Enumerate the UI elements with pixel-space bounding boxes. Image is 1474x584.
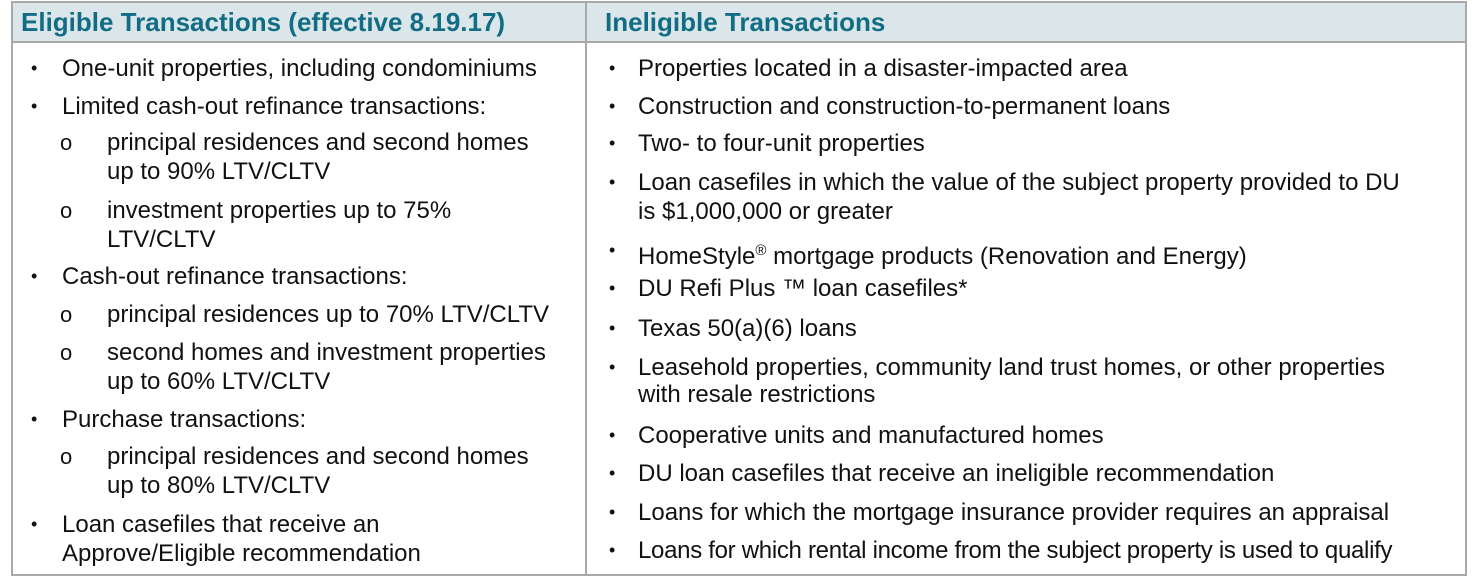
bullet-marker: • — [31, 266, 38, 286]
bullet-marker: • — [609, 133, 616, 153]
list-item-text: DU Refi Plus ™ loan casefiles* — [638, 275, 968, 302]
sub-item-text: principal residences and second homes — [107, 129, 529, 156]
list-item-text: Construction and construction-to-permanent loans — [638, 93, 1171, 120]
bullet-marker: • — [609, 463, 616, 483]
bullet-marker: • — [609, 425, 616, 445]
bullet-marker: • — [609, 278, 616, 298]
list-item-text: Leasehold properties, community land trust homes, or other properties — [638, 354, 1386, 381]
bullet-marker: • — [609, 357, 616, 377]
bullet-marker: • — [609, 540, 616, 560]
sub-marker: o — [60, 444, 73, 469]
bullet-marker: • — [609, 58, 616, 78]
sub-marker: o — [60, 302, 73, 327]
list-item-text: is $1,000,000 or greater — [638, 198, 893, 225]
bullet-marker: • — [31, 514, 38, 534]
sub-marker: o — [60, 130, 73, 155]
list-item-text: Properties located in a disaster-impacted area — [638, 55, 1128, 82]
list-item-text: Cooperative units and manufactured homes — [638, 422, 1104, 449]
list-item-text: One-unit properties, including condominiums — [62, 55, 537, 82]
ineligible-header: Ineligible Transactions — [587, 3, 1465, 43]
list-item-text — [638, 236, 1247, 271]
list-item-text: Approve/Eligible recommendation — [62, 540, 421, 567]
list-item-text: Loan casefiles that receive an — [62, 511, 380, 538]
list-item-text: Texas 50(a)(6) loans — [638, 315, 857, 342]
bullet-marker: • — [31, 58, 38, 78]
list-item-text: Loan casefiles in which the value of the subject property provided to DU — [638, 169, 1400, 196]
homestyle-rest: mortgage products (Renovation and Energy) — [766, 243, 1247, 270]
list-item-text: Two- to four-unit properties — [638, 130, 925, 157]
sub-item-text: LTV/CLTV — [107, 226, 216, 253]
sub-item-text: principal residences up to 70% LTV/CLTV — [107, 301, 549, 328]
bullet-marker: • — [609, 172, 616, 192]
sub-item-text: up to 80% LTV/CLTV — [107, 472, 331, 499]
eligible-list — [13, 43, 587, 574]
bullet-marker: • — [31, 409, 38, 429]
homestyle-text: HomeStyle — [638, 243, 756, 270]
sub-marker: o — [60, 198, 73, 223]
list-item-text: with resale restrictions — [638, 381, 876, 408]
list-item-text: Loans for which rental income from the subject property is used to qualify — [638, 537, 1393, 564]
sub-item-text: principal residences and second homes — [107, 443, 529, 470]
transactions-table — [11, 1, 1467, 576]
bullet-marker: • — [609, 240, 616, 260]
registered-mark: ® — [755, 242, 767, 259]
list-item-text: Limited cash-out refinance transactions: — [62, 93, 487, 120]
sub-item-text: up to 90% LTV/CLTV — [107, 158, 331, 185]
bullet-marker: • — [609, 96, 616, 116]
sub-item-text: investment properties up to 75% — [107, 197, 452, 224]
sub-marker: o — [60, 340, 73, 365]
sub-item-text: second homes and investment properties — [107, 339, 546, 366]
list-item-text: Loans for which the mortgage insurance provider requires an appraisal — [638, 499, 1390, 526]
bullet-marker: • — [609, 502, 616, 522]
list-item-text: Purchase transactions: — [62, 406, 307, 433]
bullet-marker: • — [31, 96, 38, 116]
list-item-text: DU loan casefiles that receive an ineligible recommendation — [638, 460, 1275, 487]
ineligible-list — [587, 43, 1465, 574]
list-item-text: Cash-out refinance transactions: — [62, 263, 408, 290]
bullet-marker: • — [609, 318, 616, 338]
eligible-header: Eligible Transactions (effective 8.19.17) — [13, 3, 587, 43]
sub-item-text: up to 60% LTV/CLTV — [107, 368, 331, 395]
